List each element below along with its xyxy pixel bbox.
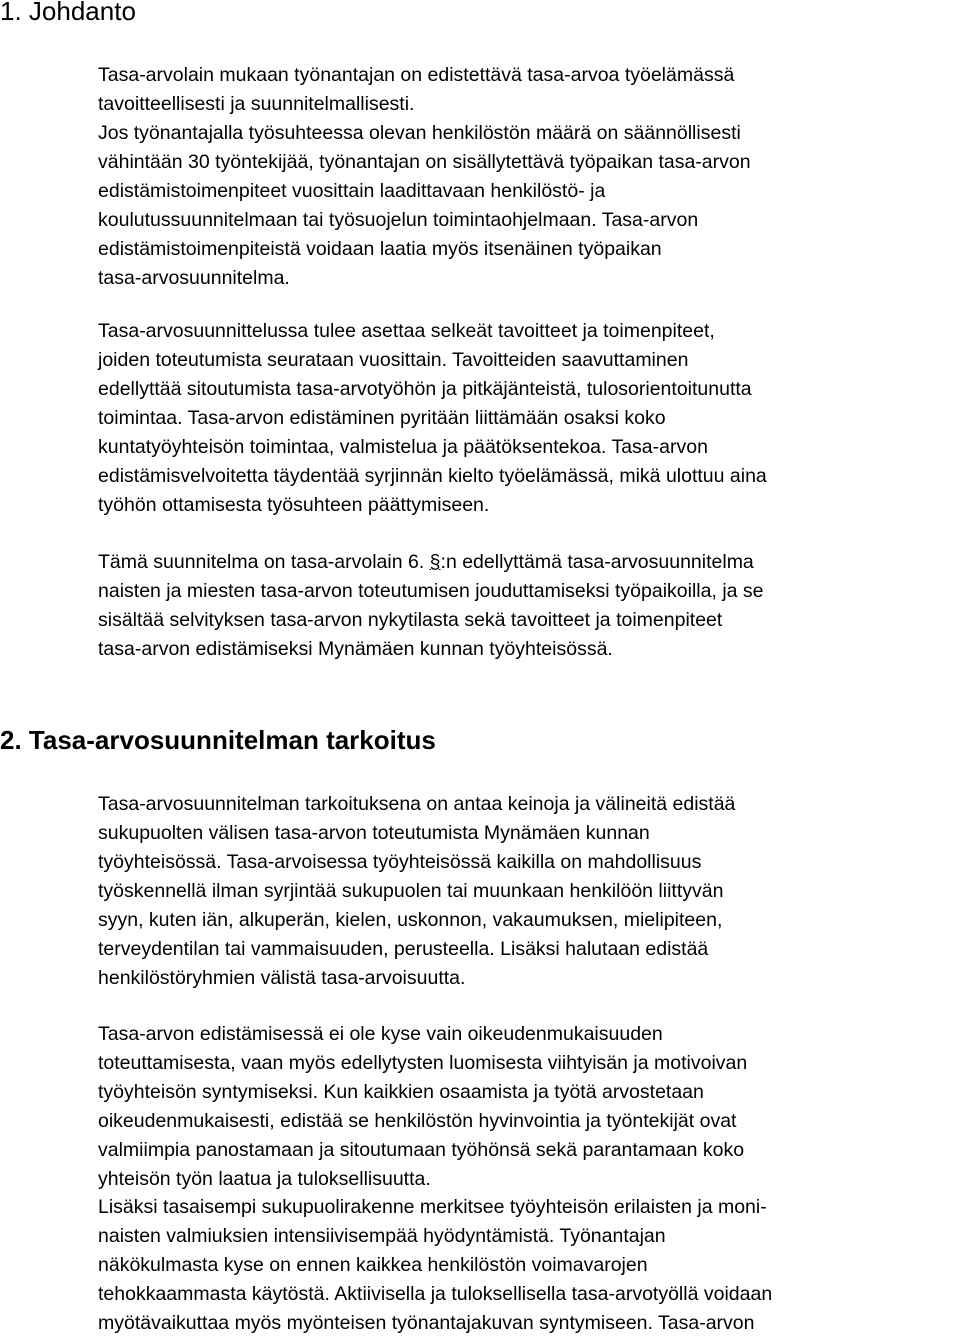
section-1-heading — [0, 0, 136, 25]
text-line: edellyttää sitoutumista tasa-arvotyöhön ja pitkäjänteistä, tulosorientoitunutta — [98, 378, 752, 400]
text-line: kuntatyöyhteisön toimintaa, valmistelua ja päätöksentekoa. Tasa-arvon — [98, 436, 708, 458]
text-line: toimintaa. Tasa-arvon edistäminen pyritään liittämään osaksi koko — [98, 407, 666, 429]
text-line: oikeudenmukaisesti, edistää se henkilöstön hyvinvointia ja työntekijät ovat — [98, 1110, 737, 1132]
text-line: Tasa-arvosuunnitelman tarkoituksena on antaa keinoja ja välineitä edistää — [98, 793, 736, 815]
text-fragment: Tämä suunnitelma on tasa-arvolain 6. — [98, 551, 430, 573]
text-line: Jos työnantajalla työsuhteessa olevan henkilöstön määrä on säännöllisesti — [98, 122, 741, 144]
section-1-paragraph-2 — [98, 317, 958, 520]
text-line: vähintään 30 työntekijää, työnantajan on sisällytettävä työpaikan tasa-arvon — [98, 151, 751, 173]
section-2-number: 2. — [0, 725, 22, 755]
text-line: syyn, kuten iän, alkuperän, kielen, uskonnon, vakaumuksen, mielipiteen, — [98, 909, 723, 931]
text-line: näkökulmasta kyse on ennen kaikkea henkilöstön voimavarojen — [98, 1254, 648, 1276]
text-line: edistämisvelvoitetta täydentää syrjinnän kielto työelämässä, mikä ulottuu aina — [98, 465, 767, 487]
section-1-number: 1. — [0, 0, 22, 26]
text-line: yhteisön työn laatua ja tuloksellisuutta. — [98, 1168, 431, 1190]
text-line: terveydentilan tai vammaisuuden, perusteella. Lisäksi halutaan edistää — [98, 938, 709, 960]
section-1-paragraph-1 — [98, 61, 958, 293]
text-line: tasa-arvosuunnitelma. — [98, 267, 290, 289]
text-line: työhön ottamisesta työsuhteen päättymiseen. — [98, 494, 490, 516]
section-2-paragraph-2 — [98, 1020, 958, 1194]
text-line: toteuttamisesta, vaan myös edellytysten luomisesta viihtyisän ja motivoivan — [98, 1052, 748, 1074]
text-line: työyhteisön syntymiseksi. Kun kaikkien osaamista ja työtä arvostetaan — [98, 1081, 704, 1103]
section-1-title: Johdanto — [28, 0, 136, 26]
text-line: työyhteisössä. Tasa-arvoisessa työyhteisössä kaikilla on mahdollisuus — [98, 851, 702, 873]
text-line: naisten valmiuksien intensiivisempää hyödyntämistä. Työnantajan — [98, 1225, 666, 1247]
section-1-paragraph-3 — [98, 548, 958, 664]
text-line: myötävaikuttaa myös myönteisen työnantajakuvan syntymiseen. Tasa-arvon — [98, 1312, 755, 1334]
text-line: työskennellä ilman syrjintää sukupuolen tai muunkaan henkilöön liittyvän — [98, 880, 724, 902]
text-line: tehokkaammasta käytöstä. Aktiivisella ja tuloksellisella tasa-arvotyöllä voidaan — [98, 1283, 773, 1305]
text-fragment: :n edellyttämä tasa-arvosuunnitelma — [440, 551, 754, 573]
text-line: Lisäksi tasaisempi sukupuolirakenne merkitsee työyhteisön erilaisten ja moni- — [98, 1196, 767, 1218]
section-2-paragraph-1 — [98, 790, 958, 993]
text-line: valmiimpia panostamaan ja sitoutumaan työhönsä sekä parantamaan koko — [98, 1139, 745, 1161]
text-line: edistämistoimenpiteet vuosittain laadittavaan henkilöstö- ja — [98, 180, 606, 202]
text-line: edistämistoimenpiteistä voidaan laatia myös itsenäinen työpaikan — [98, 238, 662, 260]
text-line: sisältää selvityksen tasa-arvon nykytilasta sekä tavoitteet ja toimenpiteet — [98, 609, 723, 631]
text-line: Tasa-arvolain mukaan työnantajan on edistettävä tasa-arvoa työelämässä — [98, 64, 735, 86]
text-line: joiden toteutumista seurataan vuosittain. Tavoitteiden saavuttaminen — [98, 349, 689, 371]
text-line: tasa-arvon edistämiseksi Mynämäen kunnan työyhteisössä. — [98, 638, 613, 660]
text-line: koulutussuunnitelmaan tai työsuojelun toimintaohjelmaan. Tasa-arvon — [98, 209, 699, 231]
section-2-heading — [0, 726, 436, 754]
text-line: Tasa-arvon edistämisessä ei ole kyse vain oikeudenmukaisuuden — [98, 1023, 663, 1045]
text-line: Tasa-arvosuunnittelussa tulee asettaa selkeät tavoitteet ja toimenpiteet, — [98, 320, 715, 342]
text-line: naisten ja miesten tasa-arvon toteutumisen jouduttamiseksi työpaikoilla, ja se — [98, 580, 764, 602]
section-2-title: Tasa-arvosuunnitelman tarkoitus — [28, 725, 436, 755]
text-line: sukupuolten välisen tasa-arvon toteutumista Mynämäen kunnan — [98, 822, 650, 844]
text-line: henkilöstöryhmien välistä tasa-arvoisuutta. — [98, 967, 466, 989]
section-2-paragraph-3 — [98, 1193, 958, 1338]
section-sign-link[interactable]: § — [429, 551, 441, 573]
text-line — [98, 548, 958, 577]
text-line: tavoitteellisesti ja suunnitelmallisesti. — [98, 93, 415, 115]
